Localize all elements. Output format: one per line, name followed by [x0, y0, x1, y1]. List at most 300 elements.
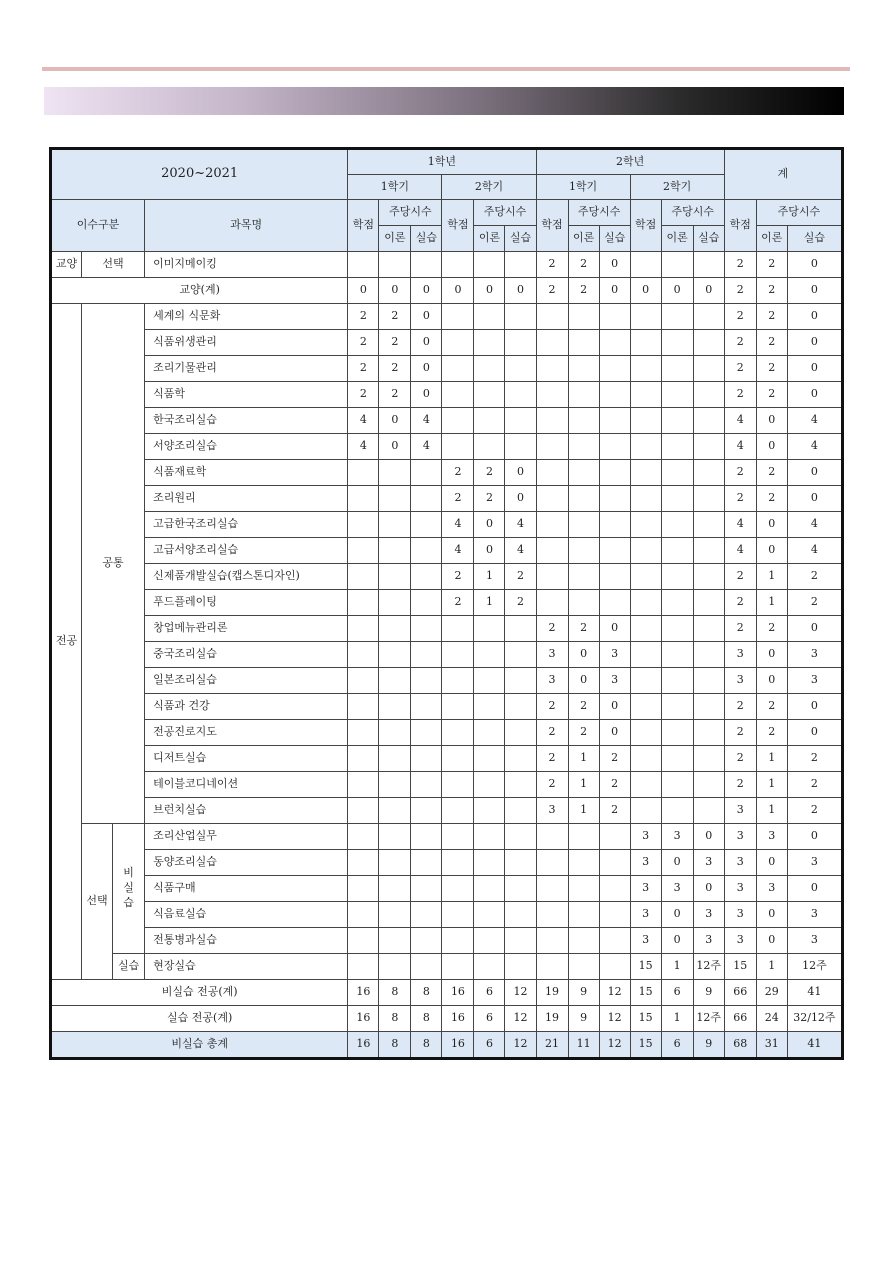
value-cell	[536, 928, 568, 954]
value-cell: 3	[787, 642, 842, 668]
value-cell	[693, 746, 724, 772]
table-row	[51, 902, 843, 928]
subject-name: 테이블코디네이션	[145, 772, 348, 798]
subject-name: 푸드플레이팅	[145, 590, 348, 616]
value-cell: 0	[599, 252, 630, 278]
value-cell: 2	[756, 330, 787, 356]
value-cell	[474, 330, 505, 356]
value-cell: 0	[599, 694, 630, 720]
value-cell: 0	[756, 902, 787, 928]
value-cell	[442, 902, 474, 928]
value-cell: 0	[756, 512, 787, 538]
value-cell: 2	[724, 304, 756, 330]
value-cell: 2	[787, 798, 842, 824]
value-cell: 2	[348, 356, 379, 382]
value-cell	[474, 954, 505, 980]
theory-header: 이론	[474, 226, 505, 252]
total-label: 비실습 총계	[51, 1032, 348, 1059]
curriculum-table	[49, 147, 844, 1060]
value-cell	[661, 538, 693, 564]
top-divider-line	[42, 67, 850, 71]
total-row	[51, 1006, 843, 1032]
value-cell: 16	[442, 1032, 474, 1059]
value-cell	[536, 330, 568, 356]
value-cell: 0	[505, 278, 536, 304]
value-cell	[411, 668, 442, 694]
value-cell	[630, 512, 661, 538]
category-liberal: 교양	[51, 252, 82, 278]
value-cell: 4	[787, 408, 842, 434]
value-cell	[568, 590, 599, 616]
value-cell	[348, 928, 379, 954]
table-row	[51, 304, 843, 330]
value-cell	[505, 720, 536, 746]
value-cell	[505, 876, 536, 902]
value-cell	[411, 538, 442, 564]
value-cell	[630, 382, 661, 408]
theory-header: 이론	[568, 226, 599, 252]
value-cell: 0	[756, 928, 787, 954]
value-cell	[505, 850, 536, 876]
value-cell: 31	[756, 1032, 787, 1059]
value-cell: 2	[756, 304, 787, 330]
value-cell: 2	[536, 694, 568, 720]
value-cell: 0	[787, 382, 842, 408]
table-row	[51, 954, 843, 980]
value-cell	[474, 928, 505, 954]
value-cell	[599, 486, 630, 512]
value-cell: 3	[630, 850, 661, 876]
value-cell	[379, 876, 411, 902]
value-cell	[442, 824, 474, 850]
value-cell: 4	[724, 538, 756, 564]
y1-sem1-header: 1학기	[348, 175, 442, 200]
value-cell: 0	[474, 538, 505, 564]
value-cell: 15	[724, 954, 756, 980]
value-cell	[599, 564, 630, 590]
value-cell	[379, 694, 411, 720]
value-cell: 12	[505, 1006, 536, 1032]
value-cell: 12	[599, 1032, 630, 1059]
value-cell	[599, 928, 630, 954]
value-cell: 1	[756, 772, 787, 798]
value-cell: 4	[724, 434, 756, 460]
value-cell: 4	[505, 538, 536, 564]
subject-name: 식음료실습	[145, 902, 348, 928]
weekly-hours-header: 주당시수	[474, 200, 536, 226]
value-cell	[693, 616, 724, 642]
value-cell	[348, 538, 379, 564]
value-cell	[568, 434, 599, 460]
value-cell: 9	[693, 980, 724, 1006]
value-cell	[536, 460, 568, 486]
table-row	[51, 876, 843, 902]
value-cell: 3	[724, 902, 756, 928]
value-cell	[536, 590, 568, 616]
value-cell	[348, 486, 379, 512]
value-cell	[442, 434, 474, 460]
value-cell: 0	[599, 278, 630, 304]
subject-name: 세계의 식문화	[145, 304, 348, 330]
value-cell: 2	[724, 746, 756, 772]
value-cell	[661, 746, 693, 772]
subject-name: 이미지메이킹	[145, 252, 348, 278]
value-cell	[442, 330, 474, 356]
value-cell: 2	[505, 564, 536, 590]
subject-name: 식품과 건강	[145, 694, 348, 720]
subject-name: 신제품개발실습(캡스톤디자인)	[145, 564, 348, 590]
value-cell	[379, 512, 411, 538]
value-cell: 66	[724, 980, 756, 1006]
subject-name: 조리기물관리	[145, 356, 348, 382]
value-cell	[661, 330, 693, 356]
value-cell	[348, 720, 379, 746]
value-cell	[693, 720, 724, 746]
value-cell	[348, 876, 379, 902]
value-cell: 2	[379, 330, 411, 356]
value-cell: 0	[756, 408, 787, 434]
total-label: 비실습 전공(계)	[51, 980, 348, 1006]
value-cell: 0	[411, 278, 442, 304]
value-cell	[693, 486, 724, 512]
value-cell: 2	[568, 694, 599, 720]
value-cell	[379, 798, 411, 824]
table-row	[51, 330, 843, 356]
value-cell	[661, 382, 693, 408]
value-cell	[505, 668, 536, 694]
value-cell: 0	[787, 356, 842, 382]
practice-header: 실습	[693, 226, 724, 252]
table-row	[51, 746, 843, 772]
value-cell	[568, 382, 599, 408]
value-cell	[348, 850, 379, 876]
value-cell	[379, 486, 411, 512]
table-row	[51, 382, 843, 408]
value-cell: 4	[505, 512, 536, 538]
category-header: 이수구분	[51, 200, 145, 252]
value-cell	[474, 304, 505, 330]
subject-header: 과목명	[145, 200, 348, 252]
value-cell: 4	[442, 538, 474, 564]
table-row	[51, 538, 843, 564]
value-cell	[442, 746, 474, 772]
subject-name: 창업메뉴관리론	[145, 616, 348, 642]
value-cell	[348, 746, 379, 772]
value-cell: 3	[630, 928, 661, 954]
value-cell	[379, 746, 411, 772]
value-cell: 0	[693, 278, 724, 304]
value-cell	[599, 954, 630, 980]
value-cell	[630, 616, 661, 642]
category-practice: 실습	[113, 954, 145, 980]
value-cell	[568, 850, 599, 876]
value-cell: 1	[756, 590, 787, 616]
theory-header: 이론	[379, 226, 411, 252]
value-cell: 3	[661, 876, 693, 902]
value-cell: 1	[661, 1006, 693, 1032]
value-cell: 6	[661, 1032, 693, 1059]
value-cell	[693, 590, 724, 616]
value-cell	[630, 356, 661, 382]
value-cell: 3	[787, 850, 842, 876]
category-common: 공통	[82, 304, 145, 824]
value-cell: 2	[536, 252, 568, 278]
table-row	[51, 252, 843, 278]
value-cell	[630, 720, 661, 746]
value-cell	[505, 356, 536, 382]
value-cell	[348, 564, 379, 590]
value-cell: 0	[505, 486, 536, 512]
total-header: 계	[724, 149, 842, 200]
value-cell: 2	[379, 304, 411, 330]
value-cell	[442, 954, 474, 980]
value-cell	[536, 824, 568, 850]
table-row	[51, 824, 843, 850]
value-cell: 0	[756, 668, 787, 694]
value-cell	[379, 538, 411, 564]
value-cell	[411, 824, 442, 850]
value-cell	[348, 616, 379, 642]
value-cell	[536, 538, 568, 564]
value-cell	[411, 486, 442, 512]
value-cell: 1	[568, 798, 599, 824]
value-cell	[442, 304, 474, 330]
subject-name: 한국조리실습	[145, 408, 348, 434]
subject-name: 식품학	[145, 382, 348, 408]
value-cell	[379, 928, 411, 954]
value-cell	[348, 668, 379, 694]
value-cell	[442, 928, 474, 954]
value-cell: 1	[756, 954, 787, 980]
value-cell: 6	[474, 1006, 505, 1032]
value-cell: 3	[724, 668, 756, 694]
value-cell	[661, 408, 693, 434]
value-cell: 0	[379, 278, 411, 304]
value-cell: 4	[787, 434, 842, 460]
value-cell	[661, 668, 693, 694]
table-row	[51, 434, 843, 460]
credit-header: 학점	[348, 200, 379, 252]
value-cell	[568, 330, 599, 356]
value-cell	[693, 252, 724, 278]
value-cell	[536, 486, 568, 512]
value-cell: 8	[379, 980, 411, 1006]
value-cell: 2	[536, 720, 568, 746]
value-cell: 2	[536, 278, 568, 304]
value-cell: 0	[661, 928, 693, 954]
value-cell: 12	[599, 980, 630, 1006]
value-cell	[568, 902, 599, 928]
value-cell	[693, 382, 724, 408]
value-cell: 8	[379, 1006, 411, 1032]
value-cell	[661, 252, 693, 278]
table-row	[51, 772, 843, 798]
value-cell	[693, 772, 724, 798]
value-cell: 41	[787, 980, 842, 1006]
value-cell: 2	[787, 590, 842, 616]
value-cell: 2	[724, 590, 756, 616]
table-row	[51, 356, 843, 382]
value-cell: 2	[756, 382, 787, 408]
value-cell	[505, 616, 536, 642]
value-cell: 0	[442, 278, 474, 304]
value-cell	[442, 408, 474, 434]
value-cell: 0	[756, 850, 787, 876]
value-cell	[411, 460, 442, 486]
value-cell: 2	[724, 278, 756, 304]
value-cell: 2	[724, 616, 756, 642]
value-cell: 1	[756, 746, 787, 772]
practice-header: 실습	[787, 226, 842, 252]
value-cell: 0	[599, 720, 630, 746]
value-cell: 2	[442, 486, 474, 512]
value-cell	[348, 954, 379, 980]
value-cell	[379, 252, 411, 278]
value-cell	[661, 772, 693, 798]
value-cell: 4	[724, 408, 756, 434]
value-cell	[630, 538, 661, 564]
value-cell	[348, 642, 379, 668]
value-cell: 2	[724, 356, 756, 382]
total-row	[51, 980, 843, 1006]
value-cell	[474, 772, 505, 798]
value-cell: 0	[787, 460, 842, 486]
value-cell: 2	[724, 720, 756, 746]
value-cell: 0	[756, 642, 787, 668]
value-cell	[442, 798, 474, 824]
value-cell	[348, 694, 379, 720]
subject-name: 전통병과실습	[145, 928, 348, 954]
subject-name: 고급한국조리실습	[145, 512, 348, 538]
value-cell	[599, 408, 630, 434]
value-cell: 0	[599, 616, 630, 642]
table-row	[51, 668, 843, 694]
practice-header: 실습	[411, 226, 442, 252]
value-cell	[379, 850, 411, 876]
value-cell: 0	[756, 434, 787, 460]
value-cell	[348, 252, 379, 278]
value-cell	[505, 824, 536, 850]
table-row	[51, 850, 843, 876]
value-cell: 8	[411, 1032, 442, 1059]
value-cell	[599, 590, 630, 616]
value-cell: 2	[787, 746, 842, 772]
value-cell: 3	[661, 824, 693, 850]
value-cell: 0	[787, 304, 842, 330]
value-cell: 8	[379, 1032, 411, 1059]
value-cell	[411, 252, 442, 278]
value-cell: 0	[411, 356, 442, 382]
value-cell: 2	[756, 720, 787, 746]
value-cell	[411, 564, 442, 590]
value-cell	[348, 902, 379, 928]
table-row	[51, 512, 843, 538]
value-cell	[630, 746, 661, 772]
weekly-hours-header: 주당시수	[661, 200, 724, 226]
value-cell	[505, 694, 536, 720]
value-cell	[693, 694, 724, 720]
value-cell: 12	[599, 1006, 630, 1032]
value-cell: 15	[630, 954, 661, 980]
value-cell	[568, 512, 599, 538]
value-cell	[411, 850, 442, 876]
value-cell: 9	[568, 980, 599, 1006]
category-non-practice: 비 실 습	[113, 824, 145, 954]
value-cell	[661, 512, 693, 538]
weekly-hours-header: 주당시수	[568, 200, 630, 226]
value-cell: 0	[787, 720, 842, 746]
value-cell	[599, 356, 630, 382]
category-major: 전공	[51, 304, 82, 980]
value-cell	[630, 434, 661, 460]
value-cell: 16	[442, 980, 474, 1006]
value-cell: 3	[724, 876, 756, 902]
value-cell: 4	[442, 512, 474, 538]
value-cell	[693, 460, 724, 486]
value-cell: 2	[756, 252, 787, 278]
value-cell	[411, 746, 442, 772]
value-cell: 0	[568, 668, 599, 694]
value-cell: 2	[756, 278, 787, 304]
value-cell: 12주	[787, 954, 842, 980]
value-cell	[411, 512, 442, 538]
category-elective: 선택	[82, 824, 113, 980]
value-cell: 3	[693, 902, 724, 928]
value-cell: 2	[442, 590, 474, 616]
value-cell: 3	[693, 928, 724, 954]
subject-name: 고급서양조리실습	[145, 538, 348, 564]
value-cell	[693, 538, 724, 564]
value-cell	[348, 512, 379, 538]
value-cell: 0	[787, 694, 842, 720]
value-cell	[536, 304, 568, 330]
value-cell	[693, 668, 724, 694]
value-cell	[661, 642, 693, 668]
value-cell	[379, 590, 411, 616]
value-cell: 11	[568, 1032, 599, 1059]
value-cell	[661, 356, 693, 382]
value-cell	[568, 538, 599, 564]
value-cell	[474, 824, 505, 850]
value-cell	[442, 850, 474, 876]
value-cell	[693, 434, 724, 460]
subject-name: 식품위생관리	[145, 330, 348, 356]
category-elective: 선택	[82, 252, 145, 278]
value-cell	[568, 928, 599, 954]
value-cell	[599, 850, 630, 876]
value-cell	[693, 512, 724, 538]
value-cell	[536, 434, 568, 460]
value-cell: 3	[756, 876, 787, 902]
value-cell	[630, 772, 661, 798]
value-cell	[348, 590, 379, 616]
value-cell	[536, 850, 568, 876]
value-cell: 8	[411, 980, 442, 1006]
value-cell	[568, 486, 599, 512]
value-cell	[379, 668, 411, 694]
value-cell	[505, 798, 536, 824]
value-cell	[379, 720, 411, 746]
value-cell	[630, 564, 661, 590]
value-cell: 12	[505, 1032, 536, 1059]
value-cell	[411, 954, 442, 980]
subject-name: 조리산업실무	[145, 824, 348, 850]
value-cell	[568, 564, 599, 590]
value-cell: 0	[787, 486, 842, 512]
value-cell	[442, 694, 474, 720]
practice-header: 실습	[599, 226, 630, 252]
value-cell: 66	[724, 1006, 756, 1032]
